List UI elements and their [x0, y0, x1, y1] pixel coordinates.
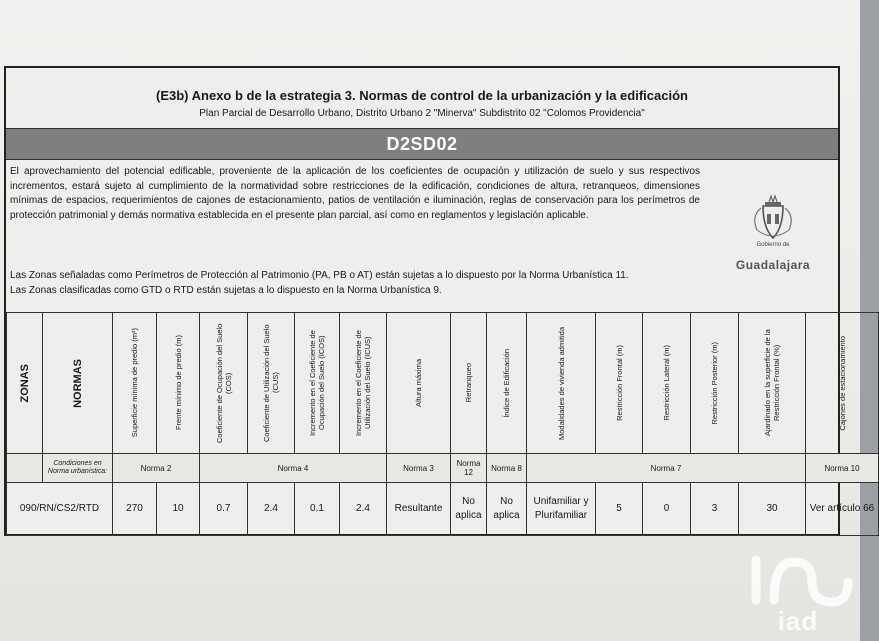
- table-cell: No aplica: [487, 483, 527, 536]
- column-header: Superficie mínima de predio (m²): [113, 313, 157, 454]
- table-cell: 10: [157, 483, 200, 536]
- column-header: Incremento en el Coeficiente de Ocupación del Suelo (ICOS): [295, 313, 340, 454]
- table-cell: 2.4: [340, 483, 387, 536]
- table-cell: 3: [691, 483, 739, 536]
- column-header: Índice de Edificación: [487, 313, 527, 454]
- heritage-note: Las Zonas señaladas como Perímetros de Protección al Patrimonio (PA, PB o AT) están sujetas a lo dispuesto por la Norma Urbanística 11.: [10, 270, 629, 281]
- table-cell: Ver artículo 66: [806, 483, 879, 536]
- column-header: Cajones de estacionamiento: [806, 313, 879, 454]
- table-cell: 30: [739, 483, 806, 536]
- logo-caption: Gobierno de: [756, 242, 790, 248]
- column-header: Modalidades de vivienda admitida: [527, 313, 596, 454]
- norma-group: Norma 8: [487, 454, 527, 483]
- normas-header: NORMAS: [43, 313, 113, 454]
- column-header: Restricción Posterior (m): [691, 313, 739, 454]
- norma-group: Norma 12: [451, 454, 487, 483]
- column-header: Incremento en el Coeficiente de Utilización del Suelo (ICUS): [340, 313, 387, 454]
- empty-cell: [7, 454, 43, 483]
- column-header: Restricción Lateral (m): [643, 313, 691, 454]
- zone-code-banner: D2SD02: [6, 128, 838, 160]
- norms-table: [6, 312, 879, 536]
- norma-reference-row: [7, 454, 879, 483]
- logo-wordmark: Guadalajara: [735, 258, 811, 272]
- table-cell: No aplica: [451, 483, 487, 536]
- norma-group: Norma 7: [527, 454, 806, 483]
- conditions-label: Condiciones en Norma urbanística:: [43, 454, 113, 483]
- norma-group: Norma 3: [387, 454, 451, 483]
- column-header: Retranqueo: [451, 313, 487, 454]
- iad-watermark: [742, 540, 854, 638]
- table-row: [7, 483, 879, 536]
- table-cell: 5: [596, 483, 643, 536]
- watermark-swirl-icon: [742, 540, 854, 610]
- column-header: Ajardinado en la superficie de la Restricción Frontal (%): [739, 313, 806, 454]
- table-cell: 0.1: [295, 483, 340, 536]
- gtd-rtd-note: Las Zonas clasificadas como GTD o RTD están sujetas a lo dispuesto en la Norma Urbanística 9.: [10, 285, 442, 296]
- document-title: (E3b) Anexo b de la estrategia 3. Normas de control de la urbanización y la edificación: [156, 88, 688, 103]
- zone-code-cell: 090/RN/CS2/RTD: [7, 483, 113, 536]
- document-subtitle: Plan Parcial de Desarrollo Urbano, Distrito Urbano 2 "Minerva" Subdistrito 02 "Colomos Providencia": [199, 108, 645, 119]
- guadalajara-logo: [718, 188, 828, 278]
- table-cell: 2.4: [248, 483, 295, 536]
- table-cell: 270: [113, 483, 157, 536]
- norma-group: Norma 2: [113, 454, 200, 483]
- table-cell: Resultante: [387, 483, 451, 536]
- column-header: Coeficiente de Ocupación del Suelo (COS): [200, 313, 248, 454]
- watermark-text: iad: [777, 606, 819, 636]
- norms-sheet: [4, 66, 875, 536]
- coat-of-arms-icon: [745, 194, 801, 242]
- norma-group: Norma 4: [200, 454, 387, 483]
- zonas-header: ZONAS: [7, 313, 43, 454]
- column-header: Altura máxima: [387, 313, 451, 454]
- norma-group: Norma 10: [806, 454, 879, 483]
- intro-paragraph: El aprovechamiento del potencial edificable, proveniente de la aplicación de los coeficientes de ocupación y utilización de suelo y sus respectivos incrementos, estará sujeto al cumplimiento de la normatividad sobre restricciones de la edificación, condiciones de altura, retranqueos, dimensiones mínimas de espacios, requerimientos de cajones de estacionamiento, patios de ventilación e iluminación, reglas de conservación para los perímetros de protección patrimonial y demás normativa establecida en el presente plan parcial, así como en reglamentos y legislación aplicable.: [10, 166, 700, 221]
- title-block: [6, 68, 838, 156]
- column-header: Frente mínimo de predio (m): [157, 313, 200, 454]
- header-row: [7, 313, 879, 454]
- table-cell: 0.7: [200, 483, 248, 536]
- column-header: Coeficiente de Utilización del Suelo (CUS): [248, 313, 295, 454]
- table-cell: Unifamiliar y Plurifamiliar: [527, 483, 596, 536]
- table-cell: 0: [643, 483, 691, 536]
- column-header: Restricción Frontal (m): [596, 313, 643, 454]
